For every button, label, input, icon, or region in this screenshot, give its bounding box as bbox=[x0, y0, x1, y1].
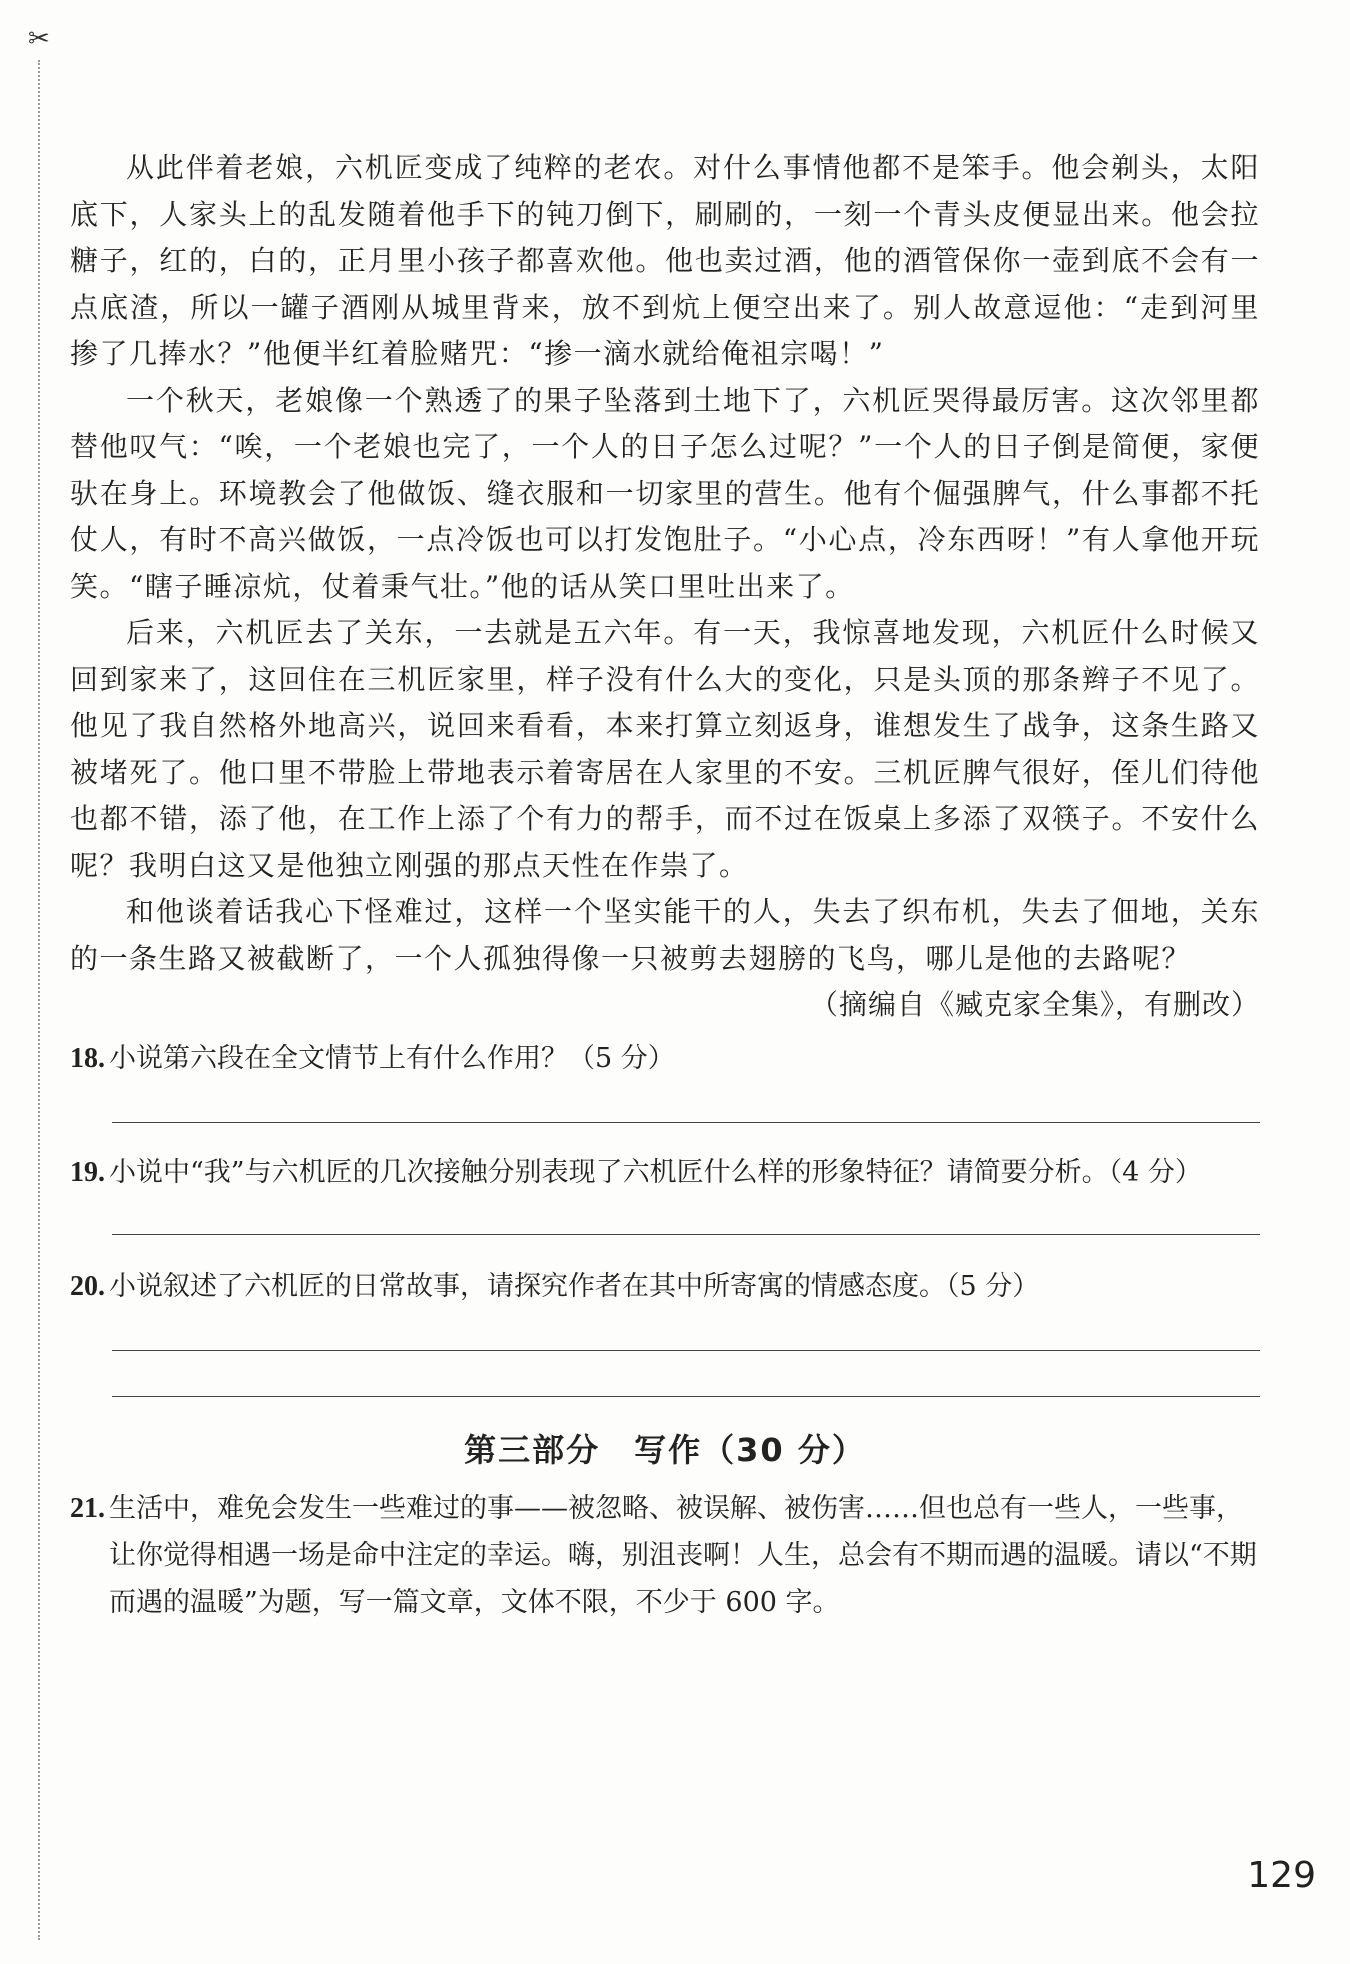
question-text: 小说中“我”与六机匠的几次接触分别表现了六机匠什么样的形象特征？请简要分析。（4 分） bbox=[109, 1156, 1202, 1188]
question-text: 小说叙述了六机匠的日常故事，请探究作者在其中所寄寓的情感态度。（5 分） bbox=[109, 1270, 1040, 1302]
question-21 bbox=[70, 1485, 1260, 1626]
cut-line bbox=[38, 60, 40, 1940]
page-content bbox=[70, 145, 1260, 1626]
story-paragraph: 和他谈着话我心下怪难过，这样一个坚实能干的人，失去了织布机，失去了佃地，关东的一条生路又被截断了，一个人孤独得像一只被剪去翅膀的飞鸟，哪儿是他的去路呢？ bbox=[70, 895, 1260, 975]
story-paragraph: 从此伴着老娘，六机匠变成了纯粹的老农。对什么事情他都不是笨手。他会剃头，太阳底下，人家头上的乱发随着他手下的钝刀倒下，刷刷的，一刻一个青头皮便显出来。他会拉糖子，红的，白的，正月里小孩子都喜欢他。他也卖过酒，他的酒管保你一壶到底不会有一点底渣，所以一罐子酒刚从城里背来，放不到炕上便空出来了。别人故意逗他：“走到河里掺了几捧水？”他便半红着脸赌咒：“掺一滴水就给俺祖宗喝！” bbox=[70, 151, 1260, 370]
page-number: 129 bbox=[1247, 1855, 1316, 1896]
story-paragraph: 后来，六机匠去了关东，一去就是五六年。有一天，我惊喜地发现，六机匠什么时候又回到家来了，这回住在三机匠家里，样子没有什么大的变化，只是头顶的那条辫子不见了。他见了我自然格外地高兴，说回来看看，本来打算立刻返身，谁想发生了战争，这条生路又被堵死了。他口里不带脸上带地表示着寄居在人家里的不安。三机匠脾气很好，侄儿们待他也都不错，添了他，在工作上添了个有力的帮手，而不过在饭桌上多添了双筷子。不安什么呢？我明白这又是他独立刚强的那点天性在作祟了。 bbox=[70, 616, 1260, 882]
question-18 bbox=[70, 1037, 1260, 1081]
writing-prompt: 生活中，难免会发生一些难过的事——被忽略、被误解、被伤害……但也总有一些人，一些事，让你觉得相遇一场是命中注定的幸运。嗨，别沮丧啊！人生，总会有不期而遇的温暖。请以“不期而遇的温暖”为题，写一篇文章，文体不限，不少于 600 字。 bbox=[109, 1492, 1257, 1618]
question-number: 20. bbox=[70, 1270, 105, 1302]
scissors-icon: ✂ bbox=[28, 24, 50, 54]
question-19 bbox=[70, 1151, 1260, 1195]
question-number: 21. bbox=[70, 1492, 105, 1524]
section-title: 第三部分 写作（30 分） bbox=[464, 1430, 866, 1469]
question-number: 19. bbox=[70, 1156, 105, 1188]
question-number: 18. bbox=[70, 1042, 105, 1074]
question-text: 小说第六段在全文情节上有什么作用？（5 分） bbox=[109, 1042, 675, 1074]
question-20 bbox=[70, 1265, 1260, 1309]
story-paragraph: 一个秋天，老娘像一个熟透了的果子坠落到土地下了，六机匠哭得最厉害。这次邻里都替他叹气：“唉，一个老娘也完了，一个人的日子怎么过呢？”一个人的日子倒是简便，家便驮在身上。环境教会了他做饭、缝衣服和一切家里的营生。他有个倔强脾气，什么事都不托仗人，有时不高兴做饭，一点冷饭也可以打发饱肚子。“小心点，冷东西呀！”有人拿他开玩笑。“瞎子睡凉炕，仗着秉气壮。”他的话从笑口里吐出来了。 bbox=[70, 383, 1260, 603]
source-citation: （摘编自《臧克家全集》，有删改） bbox=[809, 988, 1260, 1021]
